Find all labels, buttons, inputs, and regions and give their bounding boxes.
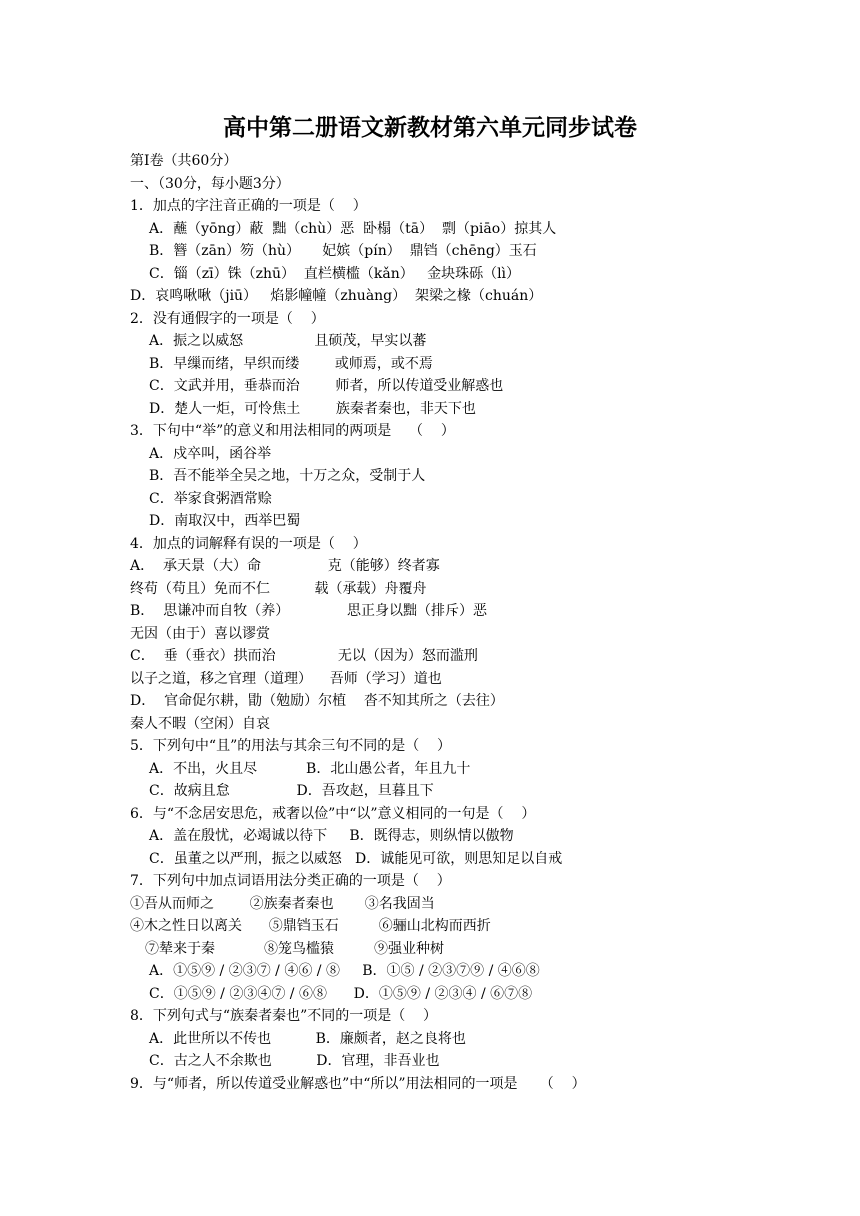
exam-line: D．南取汉中，西举巴蜀 xyxy=(149,513,301,529)
exam-line: A．①⑤⑨ / ②③⑦ / ④⑥ / ⑧ B．①⑤ / ②③⑦⑨ / ④⑥⑧ xyxy=(149,963,540,979)
exam-body xyxy=(130,150,830,1095)
exam-line: 以子之道，移之官理（道理） 吾师（学习）道也 xyxy=(130,670,442,687)
exam-line: D． 官命促尔耕，勖（勉励）尔植 沓不知其所之（去往） xyxy=(130,693,504,709)
exam-line: 一、（30分，每小题3分） xyxy=(130,175,290,192)
exam-line: 终苟（苟且）免而不仁 载（承载）舟覆舟 xyxy=(130,580,427,597)
exam-line: A．此世所以不传也 B．廉颇者，赵之良将也 xyxy=(149,1030,466,1047)
exam-line: A．振之以威怒 且硕茂，早实以蕃 xyxy=(149,333,427,349)
page-title: 高中第二册语文新教材第六单元同步试卷 xyxy=(223,115,637,141)
exam-line: 6．与“不念居安思危，戒奢以俭”中“以”意义相同的一句是（ ） xyxy=(130,805,536,822)
exam-line: C．古之人不余欺也 D．官理，非吾业也 xyxy=(149,1053,440,1069)
exam-line: 4．加点的词解释有误的一项是（ ） xyxy=(130,535,367,552)
exam-line: B．簪（zān）笏（hù） 妃嫔（pín） 鼎铛（chēng）玉石 xyxy=(149,243,537,259)
exam-line: A．蘸（yōng）蔽 黜（chù）恶 卧榻（tā） 剽（piāo）掠其人 xyxy=(149,220,557,237)
exam-line: D．哀鸣啾啾（jiū） 焰影幢幢（zhuàng） 架梁之椽（chuán） xyxy=(130,288,543,304)
exam-line: ④木之性日以离关 ⑤鼎铛玉石 ⑥骊山北构而西折 xyxy=(130,918,491,934)
exam-line: 2．没有通假字的一项是（ ） xyxy=(130,310,325,327)
exam-line: 7．下列句中加点词语用法分类正确的一项是（ ） xyxy=(130,873,451,889)
exam-line: C．文武并用，垂恭而治 师者，所以传道受业解惑也 xyxy=(149,378,504,394)
exam-line: 8．下列句式与“族秦者秦也”不同的一项是（ ） xyxy=(130,1008,438,1024)
exam-line: C．①⑤⑨ / ②③④⑦ / ⑥⑧ D．①⑤⑨ / ②③④ / ⑥⑦⑧ xyxy=(149,985,533,1002)
exam-line: C．故病且怠 D．吾攻赵，旦暮且下 xyxy=(149,783,434,799)
exam-line: B． 思谦冲而自牧（养） 思正身以黜（排斥）恶 xyxy=(130,603,488,619)
exam-line: 5．下列句中“且”的用法与其余三句不同的是（ ） xyxy=(130,738,452,754)
exam-line: C．虽董之以严刑，振之以威怒 D．诚能见可欲，则思知足以自戒 xyxy=(149,850,563,867)
exam-line: 第Ⅰ卷（共60分） xyxy=(130,153,238,169)
exam-line: A． 承天景（大）命 克（能够）终者寡 xyxy=(130,558,440,574)
exam-line: C． 垂（垂衣）拱而治 无以（因为）怒而滥刑 xyxy=(130,648,478,664)
exam-line: ①吾从而师之 ②族秦者秦也 ③名我固当 xyxy=(130,895,435,912)
exam-line: B．早缫而绪，早织而缕 或师焉，或不焉 xyxy=(149,355,433,372)
exam-line: 无因（由于）喜以谬赏 xyxy=(130,625,270,642)
exam-line: 9．与“师者，所以传道受业解惑也”中“所以”用法相同的一项是 （ ） xyxy=(130,1075,586,1092)
exam-line: A．不出，火且尽 B．北山愚公者，年且九十 xyxy=(149,760,471,777)
exam-line: 3．下句中“举”的意义和用法相同的两项是 （ ） xyxy=(130,423,455,439)
exam-line: C．举家食粥酒常赊 xyxy=(149,490,272,507)
exam-line: C．锱（zī）铢（zhū） 直栏横槛（kǎn） 金块珠砾（lì） xyxy=(149,265,521,282)
exam-line: D．楚人一炬，可怜焦土 族秦者秦也，非天下也 xyxy=(149,400,476,417)
exam-line: 秦人不暇（空闲）自哀 xyxy=(130,715,270,732)
exam-line: 1．加点的字注音正确的一项是（ ） xyxy=(130,198,367,214)
exam-line: A．盖在殷忧，必竭诚以待下 B．既得志，则纵情以傲物 xyxy=(149,828,514,844)
exam-line: B．吾不能举全吴之地，十万之众，受制于人 xyxy=(149,468,426,484)
exam-line: ⑦辇来于秦 ⑧笼鸟槛猿 ⑨强业种树 xyxy=(145,940,445,957)
exam-line: A．戍卒叫，函谷举 xyxy=(149,445,272,462)
